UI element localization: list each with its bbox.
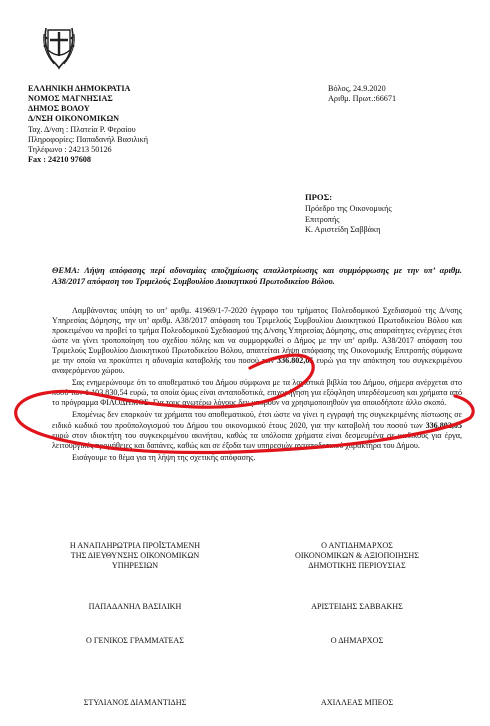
signature-title-right bbox=[262, 541, 452, 572]
paragraph-text: Επομένως δεν επαρκούν τα χρήματα του αποθεματικού, έτσι ώστε να γίνει η εγγραφή της συγκεκριμένης πίστωσης σε ειδικό κωδικό του προϋπολογισμού του Δήμου του οικονομικού έτους 2020, για την καταβολή του ποσού των bbox=[52, 410, 462, 430]
general-secretary-name: ΣΤΥΛΙΑΝΟΣ ΔΙΑΜΑΝΤΙΔΗΣ bbox=[83, 698, 187, 707]
signature-title-line: Η ΑΝΑΠΛΗΡΩΤΡΙΑ ΠΡΟΪΣΤΑΜΕΝΗ bbox=[69, 541, 201, 550]
paragraph-text: ευρώ στον ιδιοκτήτη του συγκεκριμένου ακινήτου, καθώς τα υπόλοιπα χρήματα είναι δεσμευμένα σε κωδικούς για έργα, λειτουργικές προμήθειες και δαπάνες, καθώς και σε έξοδα των υπηρεσιών ανταποδοτικού χαρακτήρα του Δήμου. bbox=[52, 430, 462, 450]
signature-title-line: ΔΗΜΟΤΙΚΗΣ ΠΕΡΙΟΥΣΙΑΣ bbox=[308, 561, 406, 571]
recipient-label: ΠΡΟΣ: bbox=[305, 192, 333, 202]
paragraph-text: Λαμβάνοντας υπόψη το υπ’ αριθμ. 41969/1-7-2020 έγγραφο του τμήματος Πολεοδομικού Σχεδιασμού της Δ/νσης Υπηρεσίας Δόμησης, την υπ’ αριθμ. Α38/2017 απόφαση του Τριμελούς Συμβουλίου Διοικητικού Πρωτοδικείου Βόλου και προκειμένου να προβεί το τμήμα Πολεοδομικού Σχεδιασμού της Δ/νσης Υπηρεσίας Δόμησης, στις απαραίτητες ενέργειες έτσι ώστε να γίνει τροποποίηση του σχεδίου πόλης και να συμμορφωθεί ο Δήμος με την υπ’ αριθμ. Α38/2017 απόφαση του Τριμελούς Συμβουλίου Διοικητικού Πρωτοδικείου Βόλου, απαιτείται λήψη απόφασης της Οικονομικής Επιτροπής σύμφωνα με την οποία να προκύπτει η αδυναμία καταβολής του ποσού των bbox=[52, 306, 462, 366]
signature-title-left bbox=[40, 541, 230, 572]
greek-coat-of-arms-icon bbox=[40, 16, 78, 76]
signatory-name-left: ΠΑΠΑΔΑΝΗΛ ΒΑΣΙΛΙΚΗ bbox=[88, 602, 182, 611]
issuer-line: ΝΟΜΟΣ ΜΑΓΝΗΣΙΑΣ bbox=[28, 94, 113, 104]
recipient-line: Πρόεδρο της Οικονομικής bbox=[305, 204, 392, 213]
general-secretary-title: Ο ΓΕΝΙΚΟΣ ΓΡΑΜΜΑΤΕΑΣ bbox=[86, 636, 184, 645]
signature-title-line: Ο ΑΝΤΙΔΗΜΑΡΧΟΣ bbox=[321, 541, 393, 550]
amount-text: 336.802,05 bbox=[425, 420, 462, 430]
paragraph-text: ευρώ για την απόκτηση του συγκεκριμένου αναφερόμενου χώρου. bbox=[52, 356, 462, 376]
issuer-line: ΕΛΛΗΝΙΚΗ ΔΗΜΟΚΡΑΤΙΑ bbox=[28, 84, 131, 93]
recipient-block bbox=[305, 204, 392, 236]
contact-line: Fax : 24210 97608 bbox=[28, 155, 91, 165]
mayor-name: ΑΧΙΛΛΕΑΣ ΜΠΕΟΣ bbox=[320, 698, 394, 707]
body-paragraph: Εισάγουμε το θέμα για τη λήψη της σχετικής απόφασης. bbox=[72, 452, 256, 462]
signatory-name-right: ΑΡΙΣΤΕΙΔΗΣ ΣΑΒΒΑΚΗΣ bbox=[311, 602, 403, 611]
date-block bbox=[328, 84, 396, 104]
signature-title-line: ΟΙΚΟΝΟΜΙΚΩΝ & ΑΞΙΟΠΟΙΗΣΗΣ bbox=[295, 551, 419, 561]
contact-block bbox=[28, 125, 148, 165]
signature-title-line: ΥΠΗΡΕΣΙΩΝ bbox=[111, 561, 159, 571]
amount-text: 336.802,05 bbox=[277, 356, 314, 366]
recipient-line: Επιτροπής bbox=[305, 214, 340, 224]
issuer-line: ΔΗΜΟΣ ΒΟΛΟΥ bbox=[28, 104, 90, 114]
subject-line: ΘΕΜΑ: Λήψη απόφασης περί αδυναμίας αποζημίωσης απαλλοτρίωσης και συμμόρφωσης με την υπ’ αριθμ. Α38/2017 απόφαση του Τριμελούς Συμβουλίου Διοικητικού Πρωτοδικείου Βόλου. bbox=[52, 266, 462, 286]
recipient-line: Κ. Αριστείδη Σαββάκη bbox=[305, 225, 381, 235]
contact-line: Πληροφορίες: Παπαδανήλ Βασιλική bbox=[28, 135, 149, 145]
protocol-number: Αριθμ. Πρωτ.:66671 bbox=[328, 94, 397, 104]
mayor-title: Ο ΔΗΜΑΡΧΟΣ bbox=[330, 636, 384, 645]
issuer-line: Δ/ΝΣΗ ΟΙΚΟΝΟΜΙΚΩΝ bbox=[28, 114, 120, 124]
body-paragraph: Σας ενημερώνουμε ότι το αποθεματικό του Δήμου σύμφωνα με τα λογιστικά βιβλία του Δήμου, σήμερα ανέρχεται στο ποσό των 1.103.830,54 ευρώ, τα οποία όμως είναι ανταποδοτικά, επιχορήγηση για εξόφληση υπερδέσμευση και χρήματα από το πρόγραμμα ΦΙΛΟΔΗΜΟΣ. Για τους ανωτέρω λόγους δεν μπορούν να χρησιμοποιηθούν για οποιοδήποτε άλλο σκοπό. bbox=[52, 378, 462, 408]
issuer-block bbox=[28, 84, 130, 124]
letter-body bbox=[52, 306, 462, 465]
signature-title-line: ΤΗΣ ΔΙΕΥΘΥΝΣΗΣ ΟΙΚΟΝΟΜΙΚΩΝ bbox=[70, 551, 200, 561]
body-paragraph bbox=[52, 306, 462, 376]
body-paragraph bbox=[52, 410, 462, 450]
contact-line: Τηλέφωνο : 24213 50126 bbox=[28, 145, 112, 155]
contact-line: Ταχ. Δ/νση : Πλατεία Ρ. Φεραίου bbox=[28, 125, 136, 134]
date-line: Βόλος, 24.9.2020 bbox=[328, 84, 386, 93]
